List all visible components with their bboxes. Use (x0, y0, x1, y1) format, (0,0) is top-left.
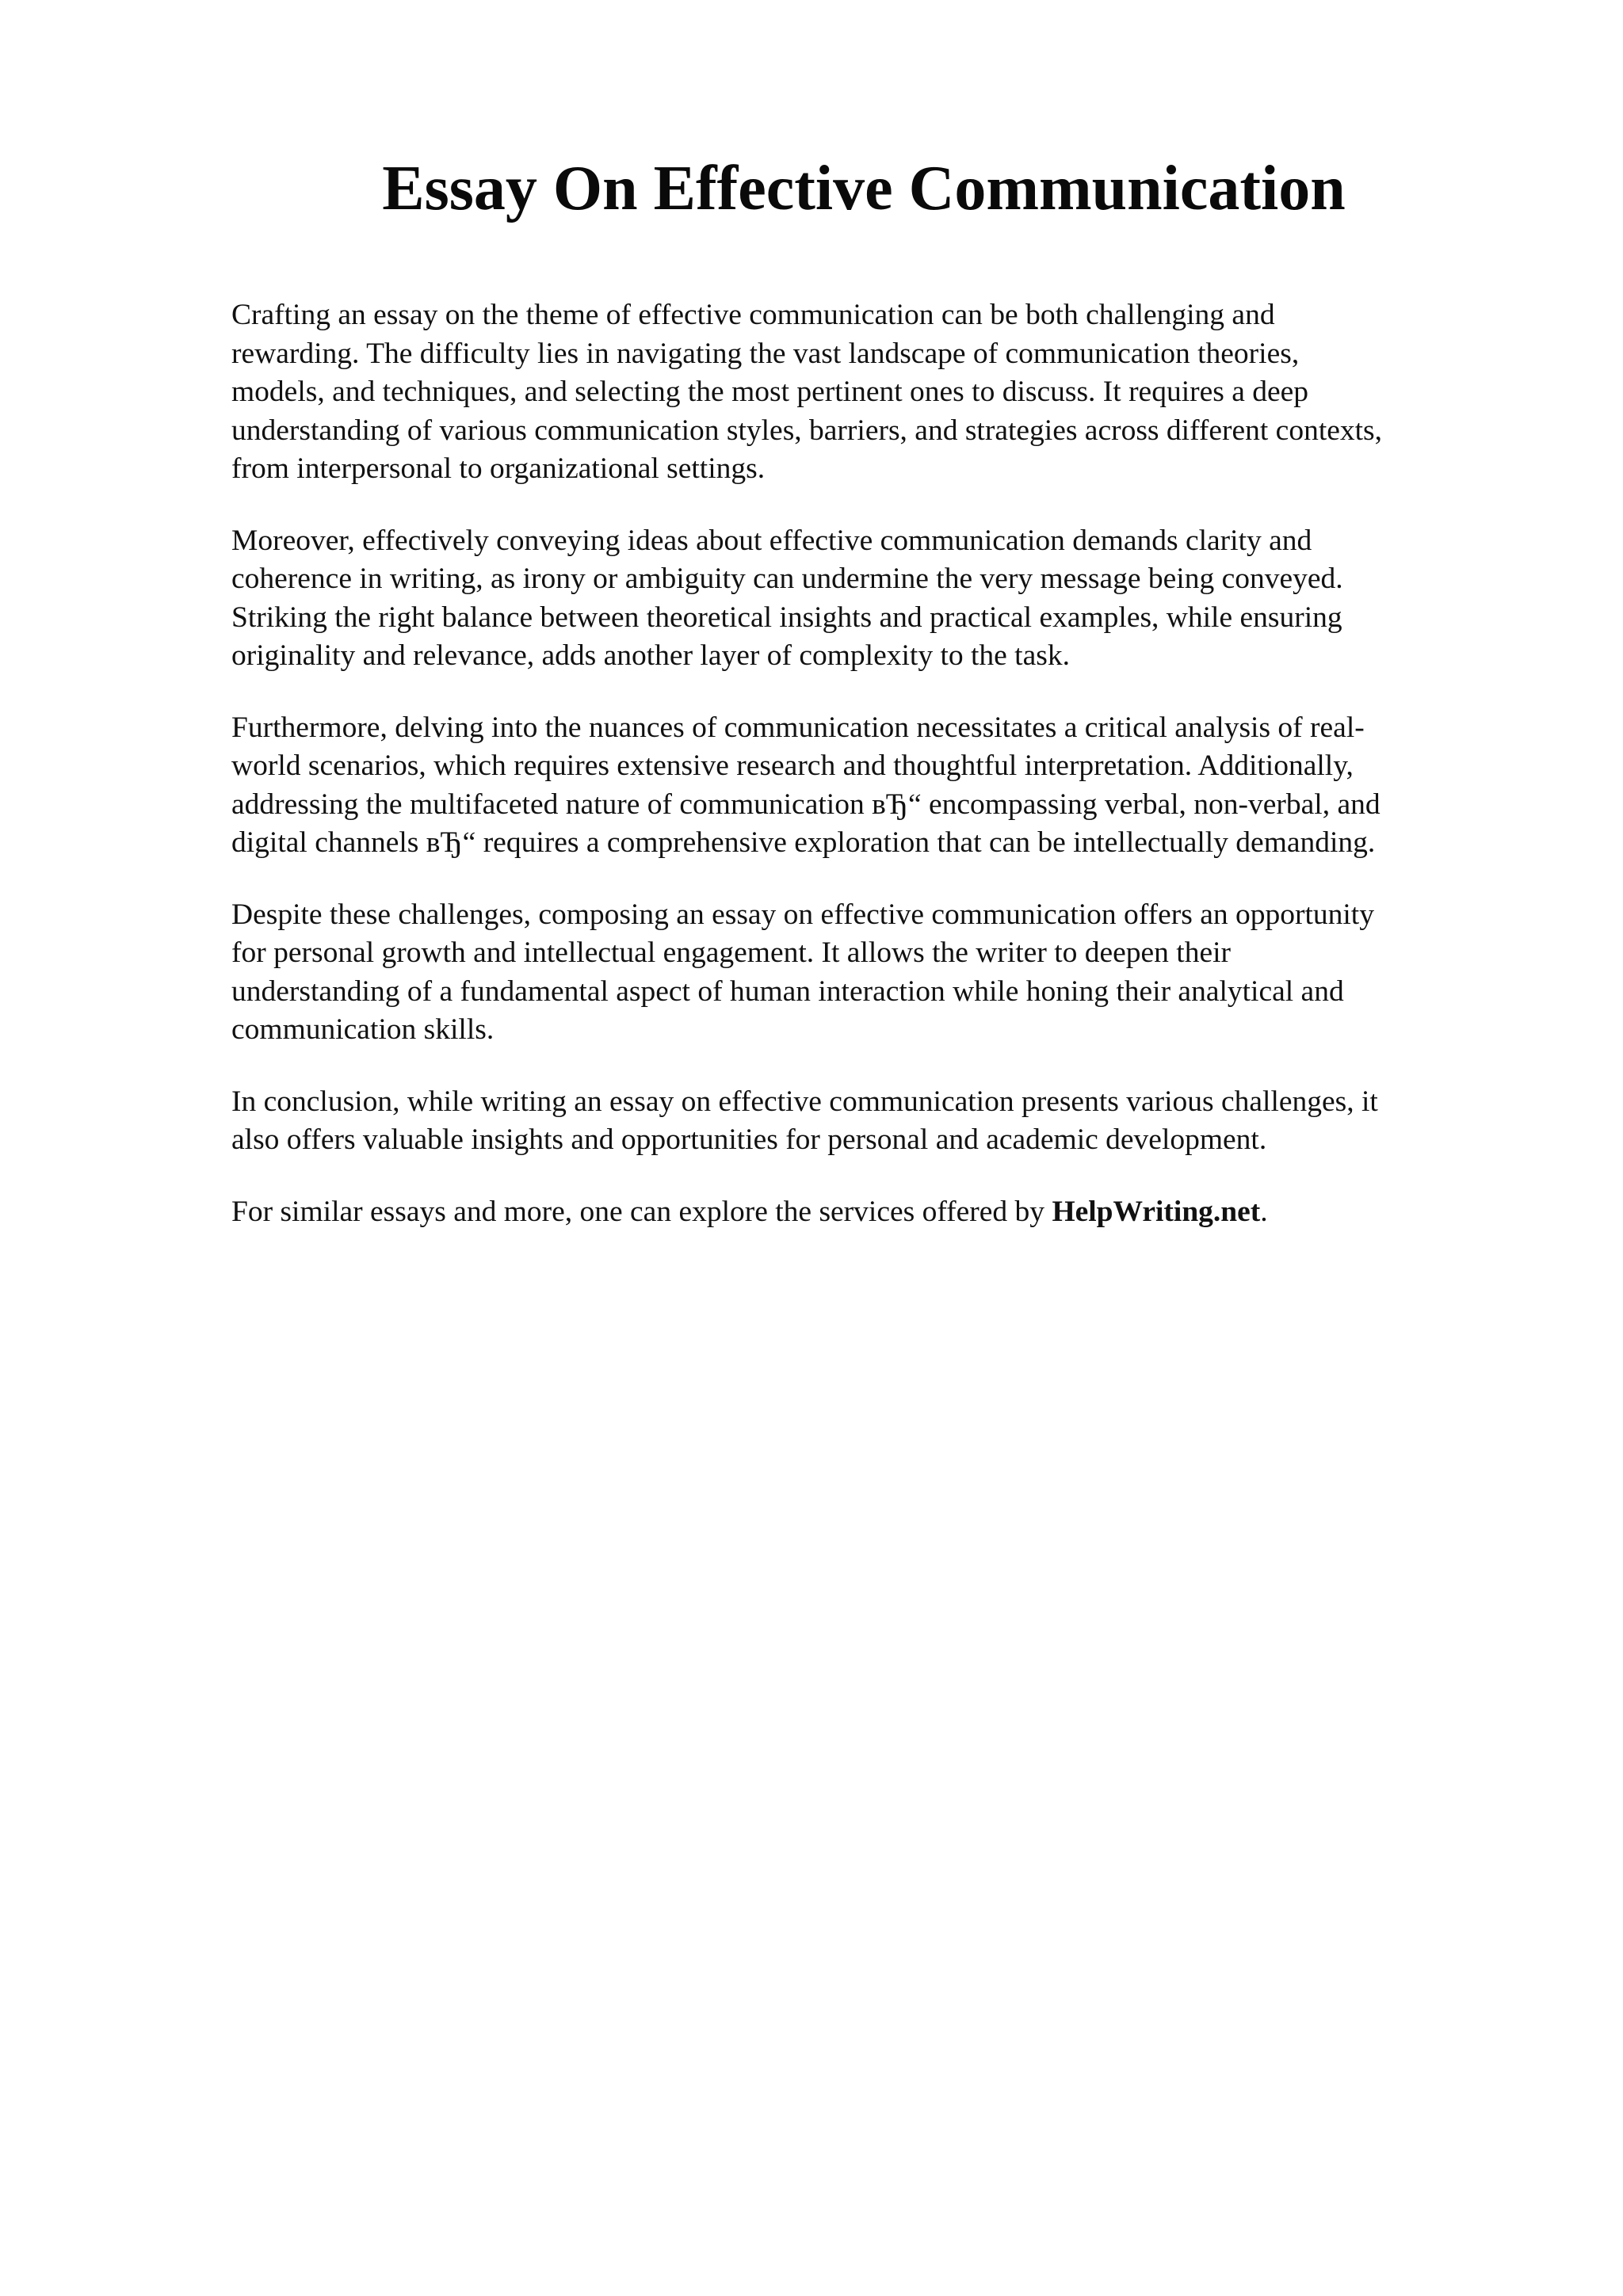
text-line: communication skills. (231, 1013, 495, 1046)
page-title: Essay On Effective Communication (382, 154, 1346, 223)
text-line: rewarding. The difficulty lies in navigating the vast landscape of communication theories, (231, 337, 1300, 370)
text-line: digital channels вЂ“ requires a comprehensive exploration that can be intellectually demanding. (231, 826, 1376, 859)
brand-link[interactable]: HelpWriting.net (1052, 1195, 1261, 1228)
text-line: coherence in writing, as irony or ambiguity can undermine the very message being conveyed. (231, 563, 1343, 595)
text-line: from interpersonal to organizational settings. (231, 452, 766, 485)
text-line: Moreover, effectively conveying ideas about effective communication demands clarity and (231, 524, 1312, 557)
text-line: also offers valuable insights and opportunities for personal and academic development. (231, 1123, 1267, 1156)
essay-body (231, 296, 1515, 1264)
closing-period: . (1260, 1195, 1268, 1228)
text-line: world scenarios, which requires extensive research and thoughtful interpretation. Additionally, (231, 749, 1354, 782)
text-line: In conclusion, while writing an essay on effective communication presents various challenges, it (231, 1085, 1378, 1118)
paragraph-2 (231, 522, 1515, 676)
text-line: addressing the multifaceted nature of communication вЂ“ encompassing verbal, non-verbal, and (231, 788, 1381, 821)
text-line: Furthermore, delving into the nuances of communication necessitates a critical analysis of real- (231, 711, 1365, 744)
text-line: originality and relevance, adds another layer of complexity to the task. (231, 639, 1070, 672)
text-line: Despite these challenges, composing an essay on effective communication offers an opportunity (231, 898, 1374, 931)
closing-text: For similar essays and more, one can explore the services offered by (231, 1195, 1052, 1228)
paragraph-1 (231, 296, 1515, 489)
paragraph-5 (231, 1083, 1515, 1160)
text-line: for personal growth and intellectual engagement. It allows the writer to deepen their (231, 936, 1232, 969)
paragraph-4 (231, 896, 1515, 1050)
closing-paragraph (231, 1193, 1515, 1232)
paragraph-3 (231, 709, 1515, 863)
text-line: Crafting an essay on the theme of effective communication can be both challenging and (231, 299, 1275, 331)
text-line: Striking the right balance between theoretical insights and practical examples, while ensuring (231, 601, 1342, 634)
text-line: understanding of a fundamental aspect of human interaction while honing their analytical and (231, 974, 1344, 1008)
text-line: models, and techniques, and selecting the most pertinent ones to discuss. It requires a deep (231, 376, 1309, 408)
text-line: understanding of various communication styles, barriers, and strategies across different contexts, (231, 414, 1383, 447)
